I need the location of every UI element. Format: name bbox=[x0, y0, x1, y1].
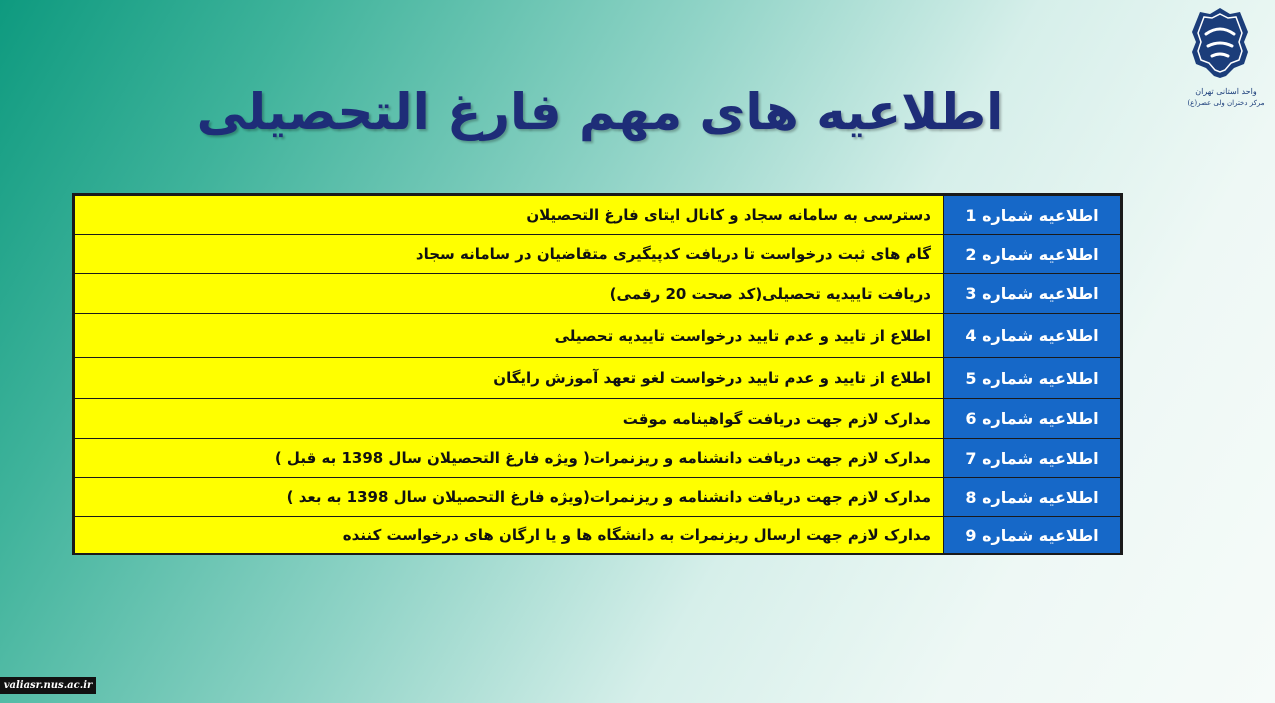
table-row[interactable] bbox=[75, 358, 1121, 399]
announcement-number: اطلاعیه شماره 6 bbox=[944, 399, 1121, 439]
announcement-link[interactable]: مدارک لازم جهت ارسال ریزنمرات به دانشگاه ها و یا ارگان های درخواست کننده bbox=[75, 517, 944, 554]
announcement-link[interactable]: مدارک لازم جهت دریافت دانشنامه و ریزنمرات( ویژه فارغ التحصیلان سال 1398 به قبل ) bbox=[75, 439, 944, 478]
announcement-link[interactable]: دریافت تاییدیه تحصیلی(کد صحت 20 رقمی) bbox=[75, 274, 944, 314]
announcement-number: اطلاعیه شماره 4 bbox=[944, 314, 1121, 358]
university-seal-icon bbox=[1190, 6, 1250, 80]
announcement-number: اطلاعیه شماره 2 bbox=[944, 235, 1121, 274]
announcement-link[interactable]: گام های ثبت درخواست تا دریافت کدپیگیری متقاضیان در سامانه سجاد bbox=[75, 235, 944, 274]
website-url-footer[interactable]: valiasr.nus.ac.ir bbox=[0, 677, 96, 694]
table-row[interactable] bbox=[75, 274, 1121, 314]
announcement-link[interactable]: اطلاع از تایید و عدم تایید درخواست تاییدیه تحصیلی bbox=[75, 314, 944, 358]
university-logo bbox=[1186, 6, 1266, 118]
logo-caption bbox=[1186, 86, 1266, 109]
table-row[interactable] bbox=[75, 478, 1121, 517]
logo-caption-line2: مرکز دختران ولی عصر(ع) bbox=[1187, 99, 1265, 107]
announcement-link[interactable]: مدارک لازم جهت دریافت گواهینامه موقت bbox=[75, 399, 944, 439]
page-title: اطلاعیه های مهم فارغ التحصیلی bbox=[196, 83, 1004, 141]
announcement-number: اطلاعیه شماره 7 bbox=[944, 439, 1121, 478]
table-row[interactable] bbox=[75, 399, 1121, 439]
table-row[interactable] bbox=[75, 314, 1121, 358]
announcement-number: اطلاعیه شماره 1 bbox=[944, 196, 1121, 235]
table-row[interactable] bbox=[75, 196, 1121, 235]
announcement-number: اطلاعیه شماره 9 bbox=[944, 517, 1121, 554]
announcement-link[interactable]: اطلاع از تایید و عدم تایید درخواست لغو تعهد آموزش رایگان bbox=[75, 358, 944, 399]
announcement-link[interactable]: مدارک لازم جهت دریافت دانشنامه و ریزنمرات(ویژه فارغ التحصیلان سال 1398 به بعد ) bbox=[75, 478, 944, 517]
announcement-number: اطلاعیه شماره 5 bbox=[944, 358, 1121, 399]
announcement-number: اطلاعیه شماره 3 bbox=[944, 274, 1121, 314]
announcements-table bbox=[72, 193, 1123, 555]
announcement-number: اطلاعیه شماره 8 bbox=[944, 478, 1121, 517]
table-row[interactable] bbox=[75, 517, 1121, 554]
table-row[interactable] bbox=[75, 439, 1121, 478]
logo-caption-line1: واحد استانی تهران bbox=[1195, 87, 1257, 96]
announcement-link[interactable]: دسترسی به سامانه سجاد و کانال ایتای فارغ التحصیلان bbox=[75, 196, 944, 235]
table-row[interactable] bbox=[75, 235, 1121, 274]
